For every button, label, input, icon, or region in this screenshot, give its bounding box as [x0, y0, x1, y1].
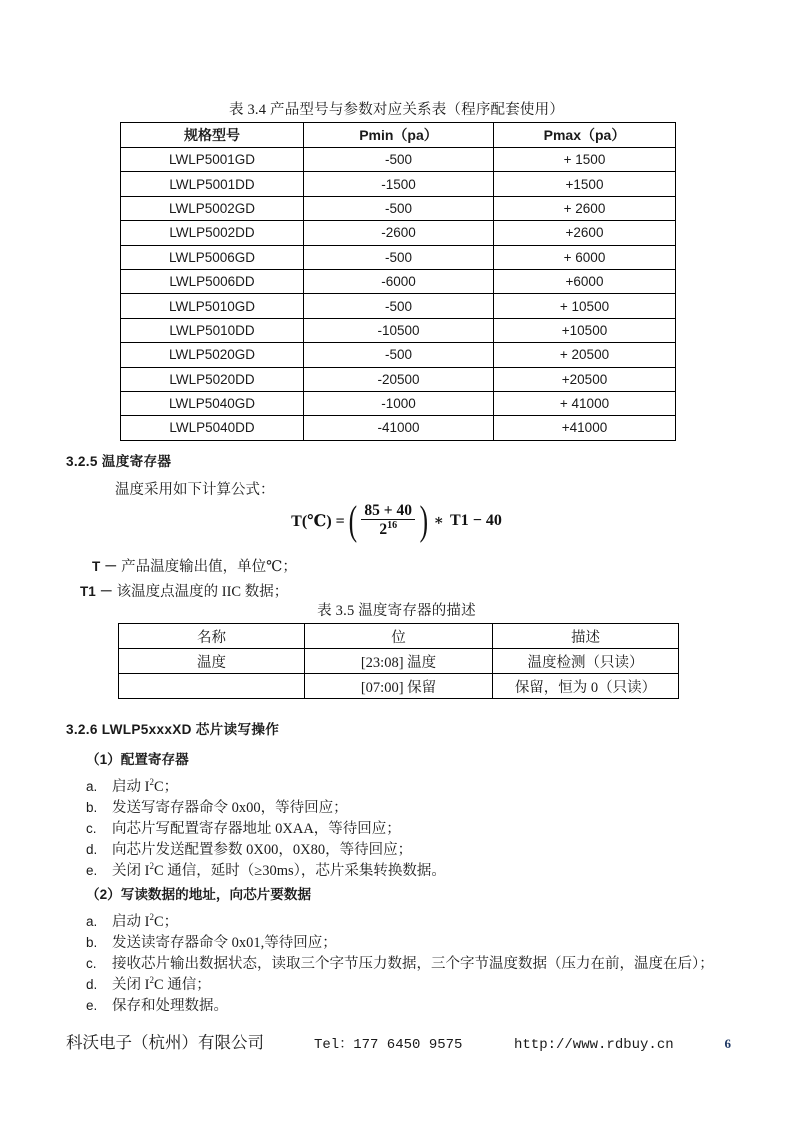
table-row: [121, 343, 676, 367]
list-marker: e.: [86, 863, 98, 878]
superscript-2: 2: [149, 861, 154, 872]
heading-3-2-6: 3.2.6 LWLP5xxxXD 芯片读写操作: [66, 722, 280, 737]
group-1-title: （1）配置寄存器: [86, 752, 189, 767]
list-item-text-pre: 关闭 I: [112, 977, 150, 993]
table-header-row: [119, 624, 679, 649]
column-header-pmin: Pmin（pa）: [304, 123, 494, 148]
cell-model: LWLP5002DD: [121, 221, 304, 245]
formula-right-paren: ): [419, 497, 429, 543]
heading-3-2-5: 3.2.5 温度寄存器: [66, 454, 172, 469]
list-item-text: 向芯片发送配置参数 0X00，0X80，等待回应；: [112, 842, 413, 858]
column-header-description: 描述: [493, 624, 679, 649]
cell-pmin: -500: [304, 343, 494, 367]
list-item: [86, 859, 446, 880]
table-row: [121, 269, 676, 293]
cell-pmin: -20500: [304, 367, 494, 391]
cell-model: LWLP5010GD: [121, 294, 304, 318]
list-item-text-pre: 关闭 I: [112, 863, 150, 879]
definition-t-term: T －: [92, 559, 118, 574]
cell-pmin: -2600: [304, 221, 494, 245]
cell-pmin: -1000: [304, 391, 494, 415]
cell-pmax: + 10500: [494, 294, 676, 318]
list-item-text: 保存和处理数据。: [112, 998, 228, 1014]
table-row: [121, 391, 676, 415]
definition-t: [92, 555, 297, 576]
list-item: [86, 994, 228, 1015]
cell-pmax: + 6000: [494, 245, 676, 269]
list-item: [86, 952, 714, 973]
list-item-text-pre: 启动 I: [112, 914, 150, 930]
cell-model: LWLP5040GD: [121, 391, 304, 415]
formula-denominator: [361, 519, 415, 539]
cell-pmin: -500: [304, 294, 494, 318]
cell-pmax: + 20500: [494, 343, 676, 367]
cell-pmin: -500: [304, 148, 494, 172]
group-2-title: （2）写读数据的地址，向芯片要数据: [86, 887, 312, 902]
column-header-pmax: Pmax（pa）: [494, 123, 676, 148]
cell-pmin: -6000: [304, 269, 494, 293]
superscript-2: 2: [149, 912, 154, 923]
list-item-text-post: C；: [153, 914, 179, 930]
formula-denominator-exponent: 16: [387, 520, 398, 532]
list-item-text-pre: 启动 I: [112, 779, 150, 795]
cell-pmax: +41000: [494, 416, 676, 440]
table-row: [121, 172, 676, 196]
list-marker: b.: [86, 800, 98, 815]
page-footer: [66, 1029, 731, 1053]
cell-model: LWLP5040DD: [121, 416, 304, 440]
list-marker: a.: [86, 779, 98, 794]
list-item-text: [112, 775, 178, 796]
cell-pmax: +6000: [494, 269, 676, 293]
list-item-text: [112, 859, 446, 880]
table-3-5: [118, 623, 679, 699]
list-marker: a.: [86, 914, 98, 929]
cell-pmax: +2600: [494, 221, 676, 245]
list-item-text: 发送写寄存器命令 0x00，等待回应；: [112, 800, 348, 816]
cell-pmin: -500: [304, 245, 494, 269]
column-header-bits: 位: [305, 624, 493, 649]
cell-description: 保留，恒为 0（只读）: [493, 674, 679, 699]
cell-pmin: -10500: [304, 318, 494, 342]
formula-left-paren: (: [348, 497, 357, 543]
formula-numerator: 85 + 40: [364, 502, 413, 520]
list-item: [86, 817, 401, 838]
cell-name: 温度: [119, 649, 305, 674]
definition-t1-term: T1 －: [80, 584, 114, 599]
cell-pmin: -41000: [304, 416, 494, 440]
list-item: [86, 838, 412, 859]
formula-rhs: T1 − 40: [450, 511, 502, 529]
formula-lhs: T(℃) =: [291, 512, 345, 530]
list-marker: e.: [86, 998, 98, 1013]
table-3-4: [120, 122, 676, 441]
list-item: [86, 973, 211, 994]
cell-model: LWLP5020GD: [121, 343, 304, 367]
definition-t1: [80, 580, 288, 601]
cell-model: LWLP5006DD: [121, 269, 304, 293]
formula-denominator-base: 2: [379, 521, 388, 539]
list-item-text-post: C 通信，延时（≥30ms），芯片采集转换数据。: [153, 863, 446, 879]
cell-pmin: -500: [304, 196, 494, 220]
formula-fraction: [361, 502, 415, 539]
column-header-name: 名称: [119, 624, 305, 649]
cell-pmin: -1500: [304, 172, 494, 196]
table-3-4-caption: 表 3.4 产品型号与参数对应关系表（程序配套使用）: [228, 102, 565, 118]
table-row: [121, 416, 676, 440]
footer-page-number: 6: [724, 1036, 731, 1051]
list-item: [86, 910, 178, 931]
cell-pmax: +10500: [494, 318, 676, 342]
list-item: [86, 775, 178, 796]
definition-t-text: 产品温度输出值，单位℃；: [121, 559, 297, 575]
footer-telephone: Tel：177 6450 9575: [314, 1037, 463, 1053]
section-3-2-5-intro: 温度采用如下计算公式：: [115, 482, 275, 498]
temperature-formula: [0, 497, 793, 543]
cell-model: LWLP5010DD: [121, 318, 304, 342]
table-row: [121, 367, 676, 391]
table-header-row: [121, 123, 676, 148]
cell-pmax: +20500: [494, 367, 676, 391]
table-row: [121, 245, 676, 269]
list-marker: c.: [86, 956, 97, 971]
cell-description: 温度检测（只读）: [493, 649, 679, 674]
list-item: [86, 931, 337, 952]
list-item: [86, 796, 348, 817]
cell-pmax: +1500: [494, 172, 676, 196]
table-row: [119, 674, 679, 699]
list-item-text: 发送读寄存器命令 0x01,等待回应；: [112, 935, 337, 951]
footer-company-name: 科沃电子（杭州）有限公司: [66, 1033, 264, 1052]
list-marker: d.: [86, 977, 98, 992]
table-row: [121, 318, 676, 342]
table-3-5-caption: 表 3.5 温度寄存器的描述: [317, 603, 476, 619]
list-marker: c.: [86, 821, 97, 836]
cell-model: LWLP5001DD: [121, 172, 304, 196]
table-row: [121, 221, 676, 245]
list-item-text: [112, 973, 211, 994]
list-item-text: [112, 910, 178, 931]
superscript-2: 2: [149, 777, 154, 788]
column-header-model: 规格型号: [121, 123, 304, 148]
cell-model: LWLP5001GD: [121, 148, 304, 172]
list-item-text: 向芯片写配置寄存器地址 0XAA，等待回应；: [112, 821, 401, 837]
table-row: [121, 294, 676, 318]
cell-model: LWLP5002GD: [121, 196, 304, 220]
list-item-text-post: C；: [153, 779, 179, 795]
cell-bits: [07:00] 保留: [305, 674, 493, 699]
cell-bits: [23:08] 温度: [305, 649, 493, 674]
list-item-text-post: C 通信；: [153, 977, 211, 993]
list-item-text: 接收芯片输出数据状态，读取三个字节压力数据，三个字节温度数据（压力在前，温度在后）；: [112, 956, 714, 972]
cell-pmax: + 1500: [494, 148, 676, 172]
cell-name: [119, 674, 305, 699]
list-marker: b.: [86, 935, 98, 950]
footer-website-url[interactable]: http://www.rdbuy.cn: [514, 1037, 674, 1053]
cell-model: LWLP5020DD: [121, 367, 304, 391]
table-row: [121, 196, 676, 220]
cell-pmax: + 2600: [494, 196, 676, 220]
definition-t1-text: 该温度点温度的 IIC 数据；: [116, 584, 289, 600]
formula-operator: ∗: [433, 513, 445, 529]
cell-model: LWLP5006GD: [121, 245, 304, 269]
list-marker: d.: [86, 842, 98, 857]
table-row: [119, 649, 679, 674]
cell-pmax: + 41000: [494, 391, 676, 415]
superscript-2: 2: [149, 975, 154, 986]
table-row: [121, 148, 676, 172]
